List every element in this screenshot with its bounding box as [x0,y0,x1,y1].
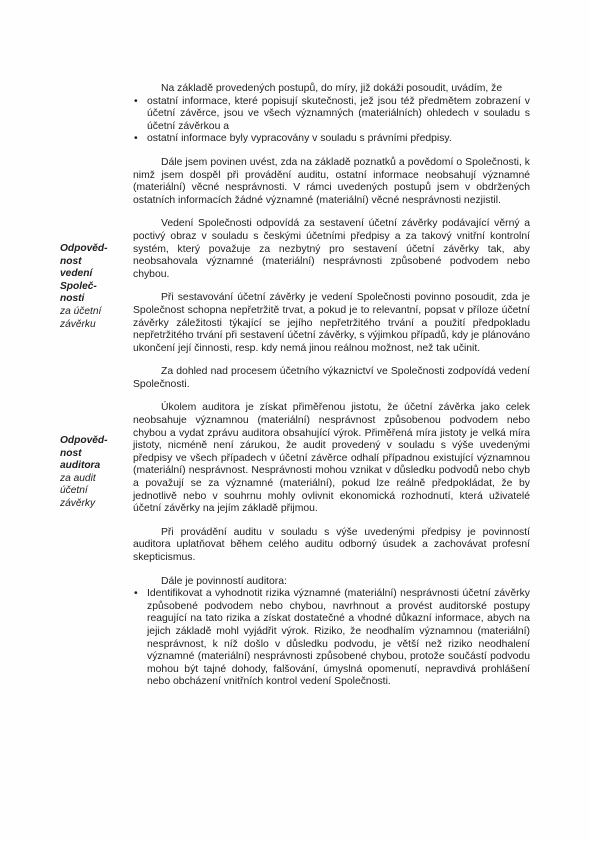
heading-line: účetní [60,485,88,497]
management-paragraph: Při sestavování účetní závěrky je vedení Společnosti povinno posoudit, zda je Společnost schopna nepřetržitě trvat, a pokud je to relevantní, popsat v příloze účetní závěrky záležitosti týkající se jejího nepřetržitého trvání a použití předpokladu nepřetržitého trvání při sestavení účetní závěrky, s výjimkou případů, kdy je plánováno ukončení její činnosti, resp. kdy nemá jinou reálnou možnost, než tak učinit. [133,292,530,354]
management-paragraph: Vedení Společnosti odpovídá za sestavení účetní závěrky podávající věrný a poctivý obraz v souladu s českými účetními předpisy a za takový vnitřní kontrolní systém, který považuje za nezbytný pro sestavení účetní závěrky tak, aby neobsahovala významné (materiální) nesprávnosti způsobené podvodem nebo chybou. [133,218,530,280]
management-paragraph: Za dohled nad procesem účetního výkaznictví ve Společnosti zodpovídá vedení Společnosti. [133,366,530,390]
heading-line: za audit [60,472,96,484]
heading-line: závěrky [60,497,96,509]
heading-line: nosti [60,293,85,305]
heading-line: Odpověd- [60,243,108,254]
list-item: • ostatní informace, které popisují skutečnosti, jež jsou též předmětem zobrazení v účetní závěrce, jsou ve všech významných (materiálních) ohledech v souladu s účetní závěrkou a [133,96,530,134]
other-information-paragraph: Dále jsem povinen uvést, zda na základě poznatků a povědomí o Společnosti, k nimž jsem dospěl při provádění auditu, ostatní informace neobsahují významné (materiální) věcné nesprávnosti. V rámci uvedených postupů jsem v obdržených ostatních informacích žádné významné (materiální) věcné nesprávnosti nezjistil. [133,156,530,206]
heading-line: za účetní [60,305,102,317]
intro-paragraph: Na základě provedených postupů, do míry, již dokáži posoudit, uvádím, že [161,83,503,94]
auditor-paragraph: Při provádění auditu v souladu s výše uvedenými předpisy je povinností auditora uplatňovat během celého auditu odborný úsudek a zachovávat profesní skepticismus. [133,526,530,563]
auditor-paragraph: Dále je povinností auditora: [161,575,287,587]
body-text-column [133,83,530,689]
intro-bullet-list [133,96,530,146]
heading-line: auditora [60,460,101,472]
list-item: • Identifikovat a vyhodnotit rizika významné (materiální) nesprávnosti účetní závěrky způsobené podvodem nebo chybou, navrhnout a provést auditorské postupy reagující na tato rizika a získat dostatečné a vhodné důkazní informace, abych na jejich základě mohl vyjádřit výrok. Riziko, že neodhalím významnou (materiální) nesprávnost, k níž došlo v důsledku podvodu, je větší než riziko neodhalení významné (materiální) nesprávnosti způsobené chybou, protože součástí podvodu mohou být tajné dohody, falšování, úmyslná opomenutí, nepravdivá prohlášení nebo obcházení vnitřních kontrol vedení Společnosti. [133,588,530,689]
heading-line: vedení [60,268,93,280]
sidebar-heading-auditor-responsibility [60,435,122,511]
heading-line: nost [60,447,82,459]
heading-line: závěrku [60,318,96,330]
sidebar-heading-management-responsibility [60,243,122,331]
list-item: • ostatní informace byly vypracovány v souladu s právními předpisy. [133,133,530,146]
auditor-paragraph: Úkolem auditora je získat přiměřenou jistotu, že účetní závěrka jako celek neobsahuje významnou (materiální) nesprávnost způsobenou podvodem nebo chybou a vydat zprávu auditora obsahující výrok. Přiměřená míra jistoty je velká míra jistoty, nicméně není zárukou, že audit provedený v souladu s výše uvedenými předpisy ve všech případech v účetní závěrce odhalí případnou existující významnou (materiální) nesprávnost. Nesprávnosti mohou vznikat v důsledku podvodů nebo chyb a považují se za významné (materiální), pokud lze reálně předpokládat, že by jednotlivě nebo v souhrnu mohly ovlivnit ekonomická rozhodnutí, která uživatelé účetní závěrky na jejím základě přijmou. [133,402,530,515]
heading-line: Společ- [60,280,97,292]
heading-line: nost [60,255,82,267]
auditor-bullet-list [133,588,530,689]
heading-line: Odpověd- [60,435,108,446]
